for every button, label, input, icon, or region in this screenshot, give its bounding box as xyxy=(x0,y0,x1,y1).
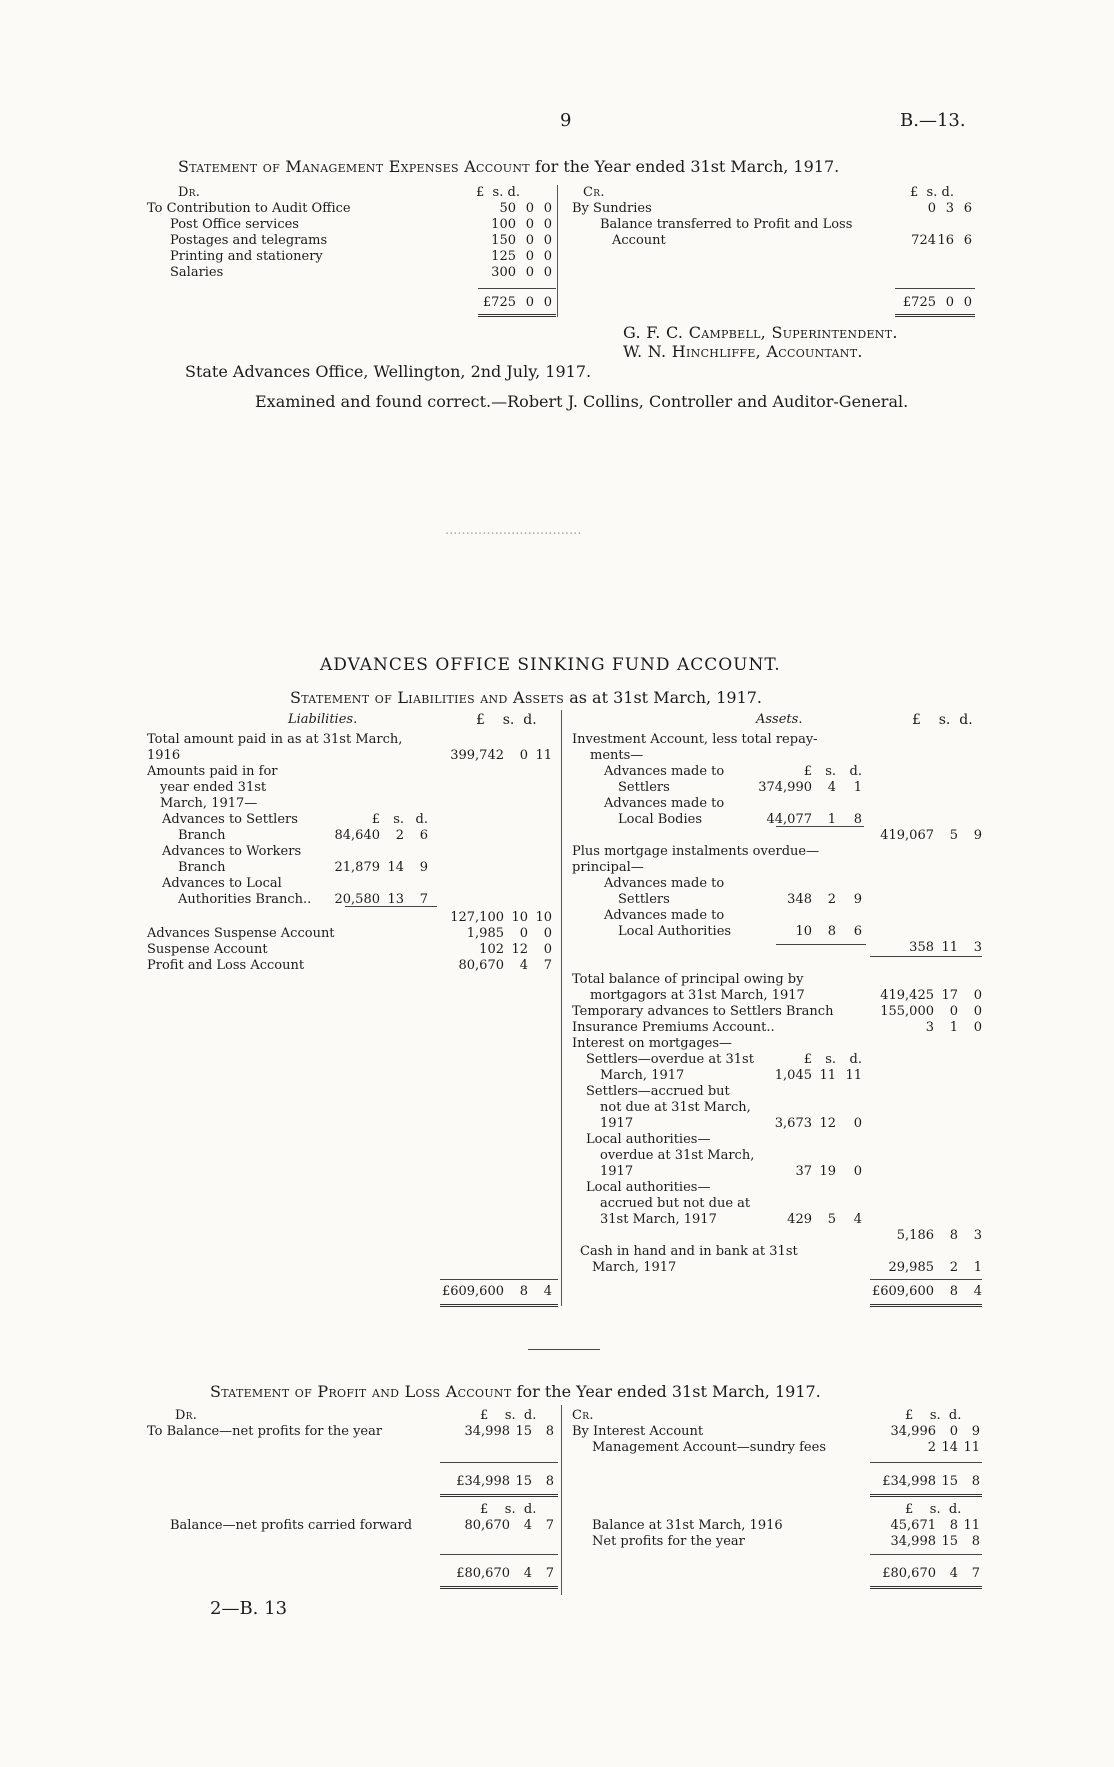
asset-label: Insurance Premiums Account.. xyxy=(572,1020,775,1035)
mgmt-dr-row-label: Postages and telegrams xyxy=(170,233,328,248)
sinking-fund-title: ADVANCES OFFICE SINKING FUND ACCOUNT. xyxy=(320,655,781,675)
liability-shillings: 12 xyxy=(511,942,528,957)
asset-label: Settlers—accrued but xyxy=(586,1084,730,1099)
asset-label: Settlers xyxy=(618,892,670,907)
pl-title: Statement of Profit and Loss Account for the Year ended 31st March, 1917. xyxy=(210,1382,821,1401)
mgmt-dr-row-pounds: 100 xyxy=(491,217,516,232)
liability-pounds: 399,742 xyxy=(450,748,504,763)
asset-label: Advances made to xyxy=(604,796,725,811)
liab-lsd-head: £ s. d. xyxy=(476,712,537,728)
asset-inner-pence: d. xyxy=(849,764,862,779)
asset-pounds: 155,000 xyxy=(880,1004,934,1019)
liabilities-heading: Liabilities. xyxy=(288,712,358,727)
asset-label: overdue at 31st March, xyxy=(600,1148,755,1163)
liability-inner-pounds: £ xyxy=(371,812,380,827)
mgmt-dr-row-pounds: 50 xyxy=(499,201,516,216)
pl-cr-row-pence: 9 xyxy=(971,1424,980,1439)
pl-dr-lsd-head-2: £ s. d. xyxy=(480,1502,537,1517)
liability-inner-shillings: 14 xyxy=(387,860,404,875)
audit-certificate: Examined and found correct.—Robert J. Collins, Controller and Auditor-General. xyxy=(255,392,909,411)
asset-pence: 3 xyxy=(973,940,982,955)
liability-shillings: 0 xyxy=(519,926,528,941)
sinking-fund-subtitle: Statement of Liabilities and Assets as at 31st March, 1917. xyxy=(290,688,763,707)
asset-inner-pounds: 374,990 xyxy=(758,780,812,795)
pl-cr-total2-pence: 7 xyxy=(971,1566,980,1581)
pl-cr-row-shillings: 14 xyxy=(941,1440,958,1455)
liability-label: Amounts paid in for xyxy=(147,764,278,779)
liability-pence: 0 xyxy=(543,926,552,941)
asset-pence: 0 xyxy=(973,1020,982,1035)
liability-pence: 0 xyxy=(543,942,552,957)
liability-inner-pounds: 20,580 xyxy=(334,892,380,907)
asset-inner-shillings: 4 xyxy=(827,780,836,795)
pl-dr-row-pence: 8 xyxy=(545,1424,554,1439)
pl-dr-total-shillings: 15 xyxy=(515,1474,532,1489)
mgmt-dr-row-pence: 0 xyxy=(543,265,552,280)
pl-cr-row2-pounds: 45,671 xyxy=(890,1518,936,1533)
asset-inner-shillings: 2 xyxy=(827,892,836,907)
signature-superintendent: G. F. C. Campbell, Superintendent. xyxy=(623,323,898,342)
mgmt-dr-row-shillings: 0 xyxy=(525,217,534,232)
pl-cr-row-label: By Interest Account xyxy=(572,1424,704,1439)
pl-dr-row-shillings: 15 xyxy=(515,1424,532,1439)
mgmt-dr-total: £725 xyxy=(482,295,516,310)
mgmt-dr-row-shillings: 0 xyxy=(525,265,534,280)
pl-dr-row-pounds: 34,998 xyxy=(464,1424,510,1439)
mgmt-dr-row-shillings: 0 xyxy=(525,249,534,264)
pl-rule xyxy=(870,1586,982,1589)
asset-subtotal-rule xyxy=(776,944,866,945)
asset-shillings: 0 xyxy=(949,1004,958,1019)
liability-label: Branch xyxy=(178,828,226,843)
pl-dr-row-label: To Balance—net profits for the year xyxy=(147,1424,383,1439)
pl-cr-lsd-head-2: £ s. d. xyxy=(905,1502,962,1517)
asset-label: Local Authorities xyxy=(618,924,732,939)
mgmt-cr-row-shillings: 16 xyxy=(937,233,954,248)
mgmt-title: Statement of Management Expenses Account for the Year ended 31st March, 1917. xyxy=(178,157,840,176)
dateline: State Advances Office, Wellington, 2nd July, 1917. xyxy=(185,362,592,381)
mgmt-dr-row-pounds: 125 xyxy=(491,249,516,264)
mgmt-cr-total: £725 xyxy=(902,295,936,310)
pl-cr-row-label: Management Account—sundry fees xyxy=(592,1440,826,1455)
asset-shillings: 1 xyxy=(949,1020,958,1035)
pl-cr-row2-shillings: 15 xyxy=(941,1534,958,1549)
mgmt-dr-row-pence: 0 xyxy=(543,249,552,264)
liability-pounds: 102 xyxy=(479,942,504,957)
pl-cr-total-shillings: 15 xyxy=(941,1474,958,1489)
asset-label: Temporary advances to Settlers Branch xyxy=(572,1004,834,1019)
asset-label: 31st March, 1917 xyxy=(600,1212,717,1227)
asset-label: Local authorities— xyxy=(586,1132,711,1147)
signature-accountant: W. N. Hinchliffe, Accountant. xyxy=(623,342,863,361)
pl-rule xyxy=(870,1494,982,1497)
asset-label: March, 1917 xyxy=(600,1068,685,1083)
asset-label: Advances made to xyxy=(604,908,725,923)
asset-pounds: 358 xyxy=(909,940,934,955)
pl-cr-row-pence: 11 xyxy=(963,1440,980,1455)
asset-inner-shillings: 5 xyxy=(827,1212,836,1227)
asset-pence: 3 xyxy=(973,1228,982,1243)
asset-inner-pence: 1 xyxy=(853,780,862,795)
assets-heading: Assets. xyxy=(756,712,803,727)
liability-pence: 10 xyxy=(535,910,552,925)
asset-shillings: 11 xyxy=(941,940,958,955)
pl-cr-total-pence: 8 xyxy=(971,1474,980,1489)
liability-subtotal-rule xyxy=(345,906,437,907)
liability-inner-shillings: s. xyxy=(393,812,404,827)
asset-shillings: 2 xyxy=(949,1260,958,1275)
pl-cr-row-pounds: 34,996 xyxy=(890,1424,936,1439)
asset-inner-pounds: 348 xyxy=(787,892,812,907)
liability-shillings: 10 xyxy=(511,910,528,925)
asset-inner-shillings: 19 xyxy=(819,1164,836,1179)
asset-inner-pence: 0 xyxy=(853,1164,862,1179)
mgmt-dr-row-label: Post Office services xyxy=(170,217,299,232)
liability-inner-pence: d. xyxy=(415,812,428,827)
pl-cr-row2-pence: 8 xyxy=(971,1534,980,1549)
pl-cr-total2-shillings: 4 xyxy=(949,1566,958,1581)
mgmt-cr-row-pounds: 724 xyxy=(911,233,936,248)
pl-dr-row2-label: Balance—net profits carried forward xyxy=(170,1518,413,1533)
liability-pounds: 1,985 xyxy=(466,926,504,941)
asset-inner-pounds: 3,673 xyxy=(774,1116,812,1131)
asset-label: ments— xyxy=(590,748,644,763)
asset-label: March, 1917 xyxy=(592,1260,677,1275)
liabilities-total: £609,600 xyxy=(441,1284,504,1299)
asset-pounds: 419,425 xyxy=(880,988,934,1003)
liability-label: Advances to Workers xyxy=(162,844,302,859)
asset-inner-pence: 4 xyxy=(853,1212,862,1227)
asset-pounds: 419,067 xyxy=(880,828,934,843)
asset-label: accrued but not due at xyxy=(600,1196,751,1211)
liability-label: Advances to Local xyxy=(162,876,282,891)
liability-label: Authorities Branch.. xyxy=(178,892,312,907)
asset-inner-pounds: 10 xyxy=(795,924,812,939)
pl-dr-total2-pence: 7 xyxy=(545,1566,554,1581)
mgmt-dr-row-shillings: 0 xyxy=(525,233,534,248)
asset-inner-pence: 9 xyxy=(853,892,862,907)
liability-pence: 7 xyxy=(543,958,552,973)
liability-label: Branch xyxy=(178,860,226,875)
asset-label: Settlers xyxy=(618,780,670,795)
page-number: 9 xyxy=(560,110,572,131)
pl-rule xyxy=(440,1586,558,1589)
liability-shillings: 0 xyxy=(519,748,528,763)
asset-inner-pounds: 429 xyxy=(787,1212,812,1227)
mgmt-cr-row-shillings: 3 xyxy=(945,201,954,216)
pl-cr-row2-label: Balance at 31st March, 1916 xyxy=(592,1518,783,1533)
signature-mark: 2—B. 13 xyxy=(210,1598,288,1619)
mgmt-cr-row-pence: 6 xyxy=(963,233,972,248)
faint-rule: ................................. xyxy=(445,523,582,538)
asset-shillings: 8 xyxy=(949,1228,958,1243)
asset-label: Investment Account, less total repay- xyxy=(572,732,818,747)
asset-inner-pounds: £ xyxy=(803,764,812,779)
assets-lsd-head: £ s. d. xyxy=(912,712,973,728)
pl-rule xyxy=(870,1554,982,1555)
liability-inner-pounds: 21,879 xyxy=(334,860,380,875)
pl-dr-total2-pounds: £80,670 xyxy=(456,1566,510,1581)
asset-label: Plus mortgage instalments overdue— xyxy=(572,844,820,859)
pl-rule xyxy=(440,1494,558,1497)
liability-inner-pence: 6 xyxy=(419,828,428,843)
pl-cr-label: Cr. xyxy=(572,1408,594,1423)
mgmt-cr-lsd-head: £ s. d. xyxy=(910,185,954,200)
mgmt-dr-label: Dr. xyxy=(178,185,201,200)
pl-cr-total-pounds: £34,998 xyxy=(882,1474,936,1489)
asset-label: 1917 xyxy=(600,1116,634,1131)
mgmt-dr-row-label: Printing and stationery xyxy=(170,249,323,264)
asset-inner-pounds: £ xyxy=(803,1052,812,1067)
liability-shillings: 4 xyxy=(519,958,528,973)
asset-label: mortgagors at 31st March, 1917 xyxy=(590,988,805,1003)
pl-cr-row2-pounds: 34,998 xyxy=(890,1534,936,1549)
asset-inner-pounds: 37 xyxy=(795,1164,812,1179)
pl-rule xyxy=(440,1554,558,1555)
mgmt-cr-row-pounds: 0 xyxy=(927,201,936,216)
liability-label: year ended 31st xyxy=(160,780,267,795)
mgmt-dr-row-shillings: 0 xyxy=(525,201,534,216)
asset-label: Advances made to xyxy=(604,764,725,779)
pl-cr-row2-pence: 11 xyxy=(963,1518,980,1533)
asset-label: Advances made to xyxy=(604,876,725,891)
asset-label: Local Bodies xyxy=(618,812,703,827)
liability-pence: 11 xyxy=(535,748,552,763)
asset-inner-shillings: s. xyxy=(825,1052,836,1067)
liability-inner-pounds: 84,640 xyxy=(334,828,380,843)
liability-inner-pence: 9 xyxy=(419,860,428,875)
asset-pence: 9 xyxy=(973,828,982,843)
asset-pounds: 3 xyxy=(925,1020,934,1035)
mgmt-dr-row-pounds: 150 xyxy=(491,233,516,248)
pl-cr-row-shillings: 0 xyxy=(949,1424,958,1439)
asset-label: not due at 31st March, xyxy=(600,1100,751,1115)
asset-subtotal-rule xyxy=(870,956,982,957)
pl-rule xyxy=(440,1462,558,1463)
pl-cr-total2-pounds: £80,670 xyxy=(882,1566,936,1581)
pl-cr-row-pounds: 2 xyxy=(927,1440,936,1455)
asset-inner-pence: 8 xyxy=(853,812,862,827)
mgmt-cr-row-pence: 6 xyxy=(963,201,972,216)
asset-inner-shillings: 8 xyxy=(827,924,836,939)
asset-pounds: 5,186 xyxy=(896,1228,934,1243)
asset-label: Total balance of principal owing by xyxy=(572,972,804,987)
liability-label: Total amount paid in as at 31st March, xyxy=(147,732,403,747)
asset-label: principal— xyxy=(572,860,644,875)
asset-pence: 1 xyxy=(973,1260,982,1275)
liability-label: Advances Suspense Account xyxy=(147,926,335,941)
pl-dr-total-pounds: £34,998 xyxy=(456,1474,510,1489)
asset-inner-shillings: 1 xyxy=(827,812,836,827)
mgmt-dr-row-label: Salaries xyxy=(170,265,224,280)
pl-cr-lsd-head: £ s. d. xyxy=(905,1408,962,1423)
mgmt-cr-row-label: Account xyxy=(612,233,666,248)
liability-pounds: 80,670 xyxy=(458,958,504,973)
asset-label: 1917 xyxy=(600,1164,634,1179)
liability-inner-shillings: 13 xyxy=(387,892,404,907)
pl-dr-label: Dr. xyxy=(175,1408,198,1423)
asset-label: Interest on mortgages— xyxy=(572,1036,733,1051)
asset-pence: 0 xyxy=(973,988,982,1003)
section-divider xyxy=(528,1349,600,1350)
mgmt-cr-row-label: Balance transferred to Profit and Loss xyxy=(600,217,853,232)
asset-inner-shillings: 12 xyxy=(819,1116,836,1131)
asset-inner-shillings: 11 xyxy=(819,1068,836,1083)
asset-inner-pence: 0 xyxy=(853,1116,862,1131)
asset-inner-pounds: 1,045 xyxy=(774,1068,812,1083)
asset-inner-shillings: s. xyxy=(825,764,836,779)
liability-inner-shillings: 2 xyxy=(395,828,404,843)
mgmt-dr-row-pounds: 300 xyxy=(491,265,516,280)
pl-dr-row2-shillings: 4 xyxy=(523,1518,532,1533)
asset-label: Settlers—overdue at 31st xyxy=(586,1052,754,1067)
asset-shillings: 5 xyxy=(949,828,958,843)
liability-label: Suspense Account xyxy=(147,942,268,957)
asset-subtotal-rule xyxy=(776,826,864,827)
asset-label: Cash in hand and in bank at 31st xyxy=(580,1244,798,1259)
mgmt-cr-row-label: By Sundries xyxy=(572,201,652,216)
pl-dr-total2-shillings: 4 xyxy=(523,1566,532,1581)
mgmt-dr-lsd-head: £ s. d. xyxy=(476,185,520,200)
pl-dr-lsd-head: £ s. d. xyxy=(480,1408,537,1423)
mgmt-dr-row-pence: 0 xyxy=(543,217,552,232)
pl-dr-total-pence: 8 xyxy=(545,1474,554,1489)
mgmt-cr-label: Cr. xyxy=(583,185,605,200)
mgmt-dr-row-pence: 0 xyxy=(543,201,552,216)
liability-inner-pence: 7 xyxy=(419,892,428,907)
liability-label: 1916 xyxy=(147,748,181,763)
asset-pounds: 29,985 xyxy=(888,1260,934,1275)
asset-pence: 0 xyxy=(973,1004,982,1019)
asset-inner-pence: 6 xyxy=(853,924,862,939)
liability-label: Profit and Loss Account xyxy=(147,958,305,973)
asset-shillings: 17 xyxy=(941,988,958,1003)
asset-inner-pence: 11 xyxy=(845,1068,862,1083)
pl-dr-row2-pounds: 80,670 xyxy=(464,1518,510,1533)
assets-total: £609,600 xyxy=(871,1284,934,1299)
pl-cr-row2-shillings: 8 xyxy=(949,1518,958,1533)
asset-inner-pence: d. xyxy=(849,1052,862,1067)
liability-pounds: 127,100 xyxy=(450,910,504,925)
liability-label: Advances to Settlers xyxy=(162,812,298,827)
liability-label: March, 1917— xyxy=(160,796,258,811)
pl-dr-row2-pence: 7 xyxy=(545,1518,554,1533)
paper-reference: B.—13. xyxy=(900,110,966,131)
mgmt-dr-row-pence: 0 xyxy=(543,233,552,248)
pl-cr-row2-label: Net profits for the year xyxy=(592,1534,745,1549)
asset-inner-pounds: 44,077 xyxy=(766,812,812,827)
mgmt-dr-row-label: To Contribution to Audit Office xyxy=(147,201,351,216)
asset-label: Local authorities— xyxy=(586,1180,711,1195)
pl-rule xyxy=(870,1462,982,1463)
